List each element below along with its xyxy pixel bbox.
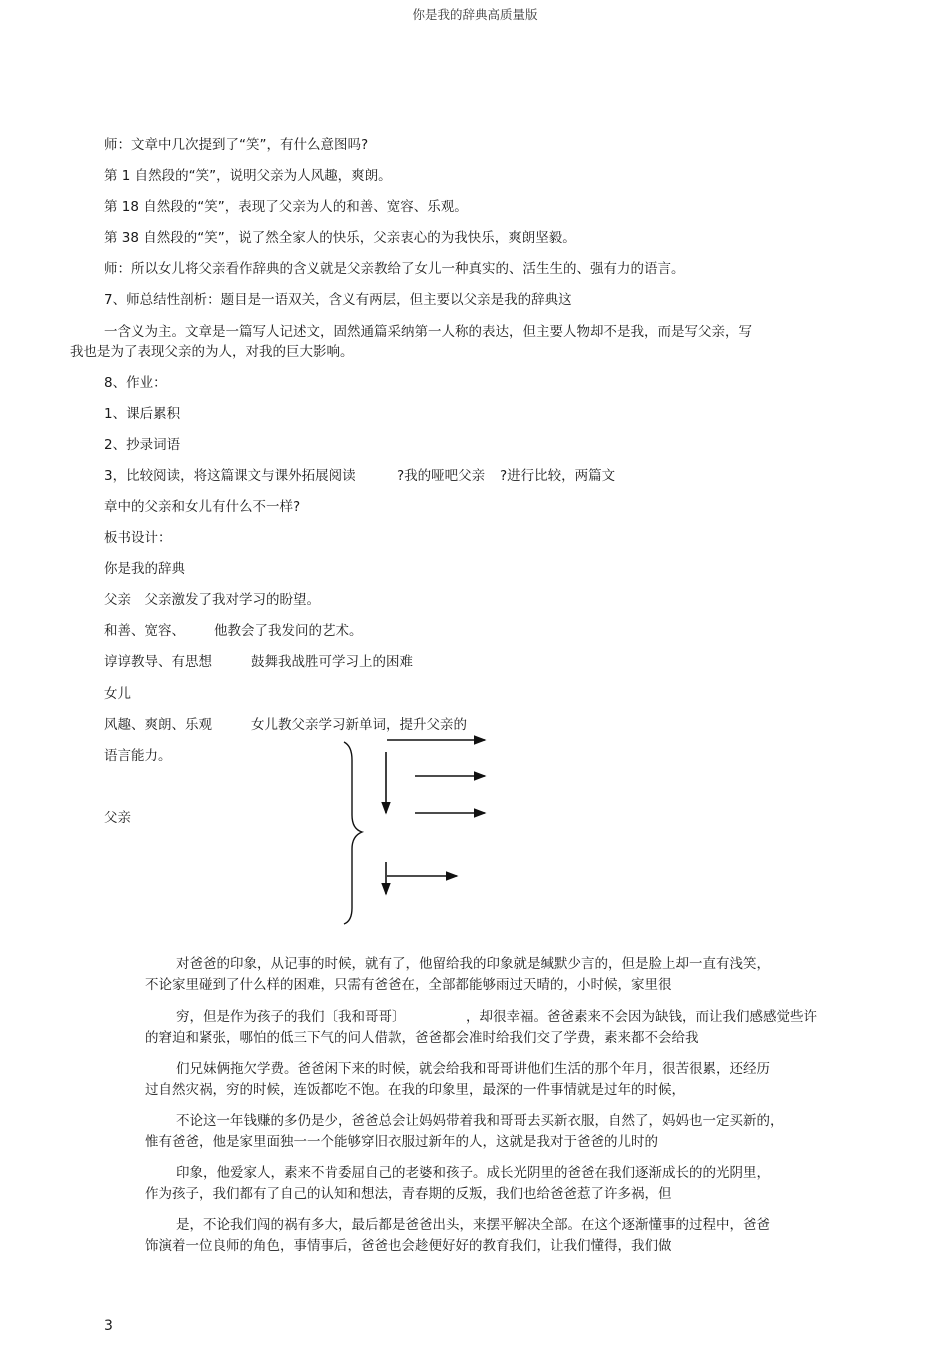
text-line: 章中的父亲和女儿有什么不一样? [104, 499, 301, 515]
text-line: 女儿教父亲学习新单词，提升父亲的 [251, 717, 467, 733]
text-line: 作为孩子，我们都有了自己的认知和想法，青春期的反叛，我们也给爸爸惹了许多祸，但 [145, 1186, 672, 1202]
text-line: 不论家里碰到了什么样的困难，只需有爸爸在，全部都能够雨过天晴的，小时候，家里很 [145, 977, 672, 993]
text-line: 女儿 [104, 686, 131, 702]
text-line: 8、作业： [104, 375, 167, 391]
text-line: ，却很幸福。爸爸素来不会因为缺钱，而让我们感感觉些许 [466, 1009, 817, 1025]
text-line: 2、抄录词语 [104, 437, 181, 453]
text-line: 第 18 自然段的“笑”，表现了父亲为人的和善、宽容、乐观。 [104, 199, 468, 215]
text-line: 惟有爸爸，他是家里面独一一个能够穿旧衣服过新年的人，这就是我对于爸爸的儿时的 [145, 1134, 658, 1150]
text-line: 们兄妹俩拖欠学费。爸爸闲下来的时候，就会给我和哥哥讲他们生活的那个年月，很苦很累，还经历 [176, 1061, 770, 1077]
text-line: 你是我的辞典 [104, 561, 185, 577]
text-line: 第 38 自然段的“笑”，说了然全家人的快乐，父亲衷心的为我快乐，爽朗坚毅。 [104, 230, 576, 246]
text-line: 父亲 父亲激发了我对学习的盼望。 [104, 592, 320, 608]
curly-brace [344, 742, 362, 924]
text-line: 1、课后累积 [104, 406, 181, 422]
text-line: 一含义为主。文章是一篇写人记述文，固然通篇采纳第一人称的表达，但主要人物却不是我，而是写父亲，写 [104, 324, 752, 340]
text-line: 是，不论我们闯的祸有多大，最后都是爸爸出头，来摆平解决全部。在这个逐渐懂事的过程中，爸爸 [176, 1217, 770, 1233]
text-line: 3，比较阅读，将这篇课文与课外拓展阅读 [104, 468, 356, 484]
text-line: 板书设计： [104, 530, 172, 546]
text-line: 和善、宽容、 [104, 623, 185, 639]
text-line: 饰演着一位良师的角色，事情事后，爸爸也会趁便好好的教育我们，让我们懂得，我们做 [145, 1238, 672, 1254]
text-line: 穷，但是作为孩子的我们〔我和哥哥〕 [176, 1009, 406, 1025]
text-line: 风趣、爽朗、乐观 [104, 717, 212, 733]
text-line: 不论这一年钱赚的多仍是少，爸爸总会让妈妈带着我和哥哥去买新衣服，自然了，妈妈也一定买新的， [176, 1113, 784, 1129]
text-line: 他教会了我发问的艺术。 [214, 623, 363, 639]
text-line: 师：所以女儿将父亲看作辞典的含义就是父亲教给了女儿一种真实的、活生生的、强有力的语言。 [104, 261, 685, 277]
text-line: 谆谆教导、有思想 [104, 654, 212, 670]
text-line: 鼓舞我战胜可学习上的困难 [251, 654, 413, 670]
text-line: 对爸爸的印象，从记事的时候，就有了，他留给我的印象就是缄默少言的，但是脸上却一直有浅笑， [176, 956, 770, 972]
text-line: 的窘迫和紧张，哪怕的低三下气的问人借款，爸爸都会准时给我们交了学费，素来都不会给我 [145, 1030, 699, 1046]
text-line: 印象，他爱家人，素来不肯委屈自己的老婆和孩子。成长光阴里的爸爸在我们逐渐成长的的光阴里， [176, 1165, 770, 1181]
text-line: 师：文章中几次提到了“笑”，有什么意图吗? [104, 137, 369, 153]
text-line: 父亲 [104, 810, 131, 826]
page-number: 3 [104, 1318, 113, 1334]
text-line: 语言能力。 [104, 748, 172, 764]
text-line: ?进行比较，两篇文 [500, 468, 616, 484]
text-line: 过自然灾祸，穷的时候，连饭都吃不饱。在我的印象里，最深的一件事情就是过年的时候， [145, 1082, 685, 1098]
page-header-title: 你是我的辞典高质量版 [412, 7, 538, 22]
text-line: 7、师总结性剖析：题目是一语双关，含义有两层，但主要以父亲是我的辞典这 [104, 292, 572, 308]
text-line: 第 1 自然段的“笑”，说明父亲为人风趣，爽朗。 [104, 168, 392, 184]
text-line: ?我的哑吧父亲 [397, 468, 486, 484]
text-line: 我也是为了表现父亲的为人，对我的巨大影响。 [70, 344, 354, 360]
